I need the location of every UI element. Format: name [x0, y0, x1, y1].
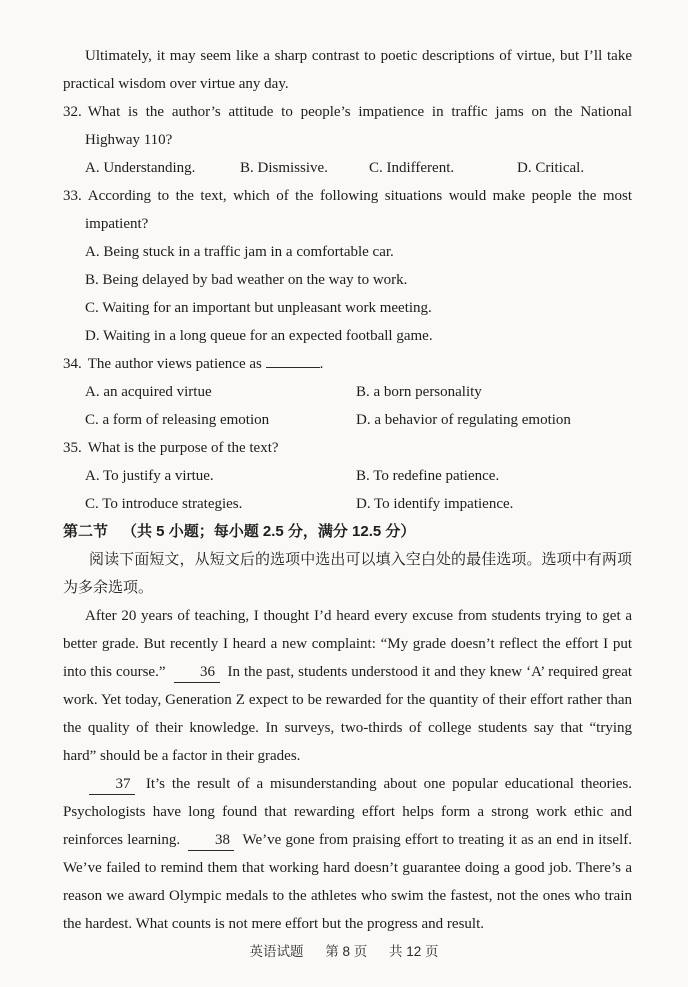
option-d: D. To identify impatience. [356, 496, 514, 512]
question-33 [63, 182, 632, 350]
option-b: B. a born personality [356, 384, 482, 400]
footer-total-pages: 共 12 页 [389, 944, 439, 959]
page-footer [0, 938, 688, 966]
question-number: 32. [63, 104, 82, 120]
option-a: A. Being stuck in a traffic jam in a comfortable car. [85, 244, 394, 260]
passage-paragraph-2 [63, 770, 632, 938]
question-number: 33. [63, 188, 82, 204]
question-35 [63, 434, 632, 518]
intro-paragraph: Ultimately, it may seem like a sharp contrast to poetic descriptions of virtue, but I’ll take practical wisdom over virtue any day. [63, 48, 632, 92]
cloze-blank-37: 37 [89, 774, 135, 795]
option-d: D. a behavior of regulating emotion [356, 412, 571, 428]
question-number: 35. [63, 440, 82, 456]
option-c: C. Indifferent. [369, 160, 455, 176]
options-grid [63, 462, 632, 518]
passage-text: It’s the result of a misunderstanding about one popular educational theories. Psychologists have long found that rewarding effort helps form a strong work ethic and reinforces learning. [63, 776, 633, 848]
question-number: 34. [63, 356, 82, 372]
option-c: C. Waiting for an important but unpleasant work meeting. [85, 300, 432, 316]
section-heading [63, 518, 632, 546]
question-stem: What is the purpose of the text? [87, 440, 279, 456]
question-34 [63, 350, 632, 434]
option-d: D. Critical. [517, 160, 585, 176]
options-row [63, 154, 632, 182]
answer-blank [266, 353, 320, 368]
option-c: C. To introduce strategies. [85, 496, 243, 512]
passage-text: In the past, students understood it and they knew ‘A’ required great work. Yet today, Generation Z expect to be rewarded for the quantity of their effort rather than the quality of their knowledge. In surveys, two-thirds of college students say that “trying hard” should be a factor in their grades. [63, 664, 633, 764]
option-a: A. Understanding. [85, 160, 196, 176]
question-stem-tail: . [319, 356, 324, 372]
footer-page-number: 第 8 页 [325, 944, 368, 959]
option-a: A. To justify a virtue. [85, 468, 214, 484]
passage-text: We’ve gone from praising effort to treating it as an end in itself. We’ve failed to remind them that working hard doesn’t guarantee doing a good job. There’s a reason we award Olympic medals to the athletes who swim the fastest, not the ones who train the hardest. What counts is not mere effort but the progress and result. [63, 832, 633, 932]
option-a: A. an acquired virtue [85, 384, 212, 400]
option-b: B. To redefine patience. [356, 468, 500, 484]
footer-doc-title: 英语试题 [249, 944, 304, 959]
question-stem: The author views patience as [87, 356, 262, 372]
question-stem: What is the author’s attitude to people’s impatience in traffic jams on the National Highway 110? [85, 104, 632, 148]
section-score-info: （共 5 小题；每小题 2.5 分，满分 12.5 分） [122, 523, 416, 540]
option-c: C. a form of releasing emotion [85, 412, 270, 428]
option-b: B. Dismissive. [240, 160, 328, 176]
option-d: D. Waiting in a long queue for an expected football game. [85, 328, 433, 344]
cloze-blank-38: 38 [188, 830, 234, 851]
option-b: B. Being delayed by bad weather on the way to work. [85, 272, 408, 288]
section-instructions: 阅读下面短文，从短文后的选项中选出可以填入空白处的最佳选项。选项中有两项为多余选项。 [63, 551, 632, 596]
options-grid [63, 378, 632, 434]
question-stem: According to the text, which of the following situations would make people the most impatient? [85, 188, 632, 232]
cloze-blank-36: 36 [174, 662, 220, 683]
passage-text: After 20 years of teaching, I thought I’d heard every excuse from students trying to get a better grade. But recently I heard a new complaint: “My grade doesn’t reflect the effort I put into this course.” [63, 608, 632, 680]
section-title: 第二节 [63, 523, 109, 540]
passage-paragraph-1 [63, 602, 632, 770]
question-32 [63, 98, 632, 182]
